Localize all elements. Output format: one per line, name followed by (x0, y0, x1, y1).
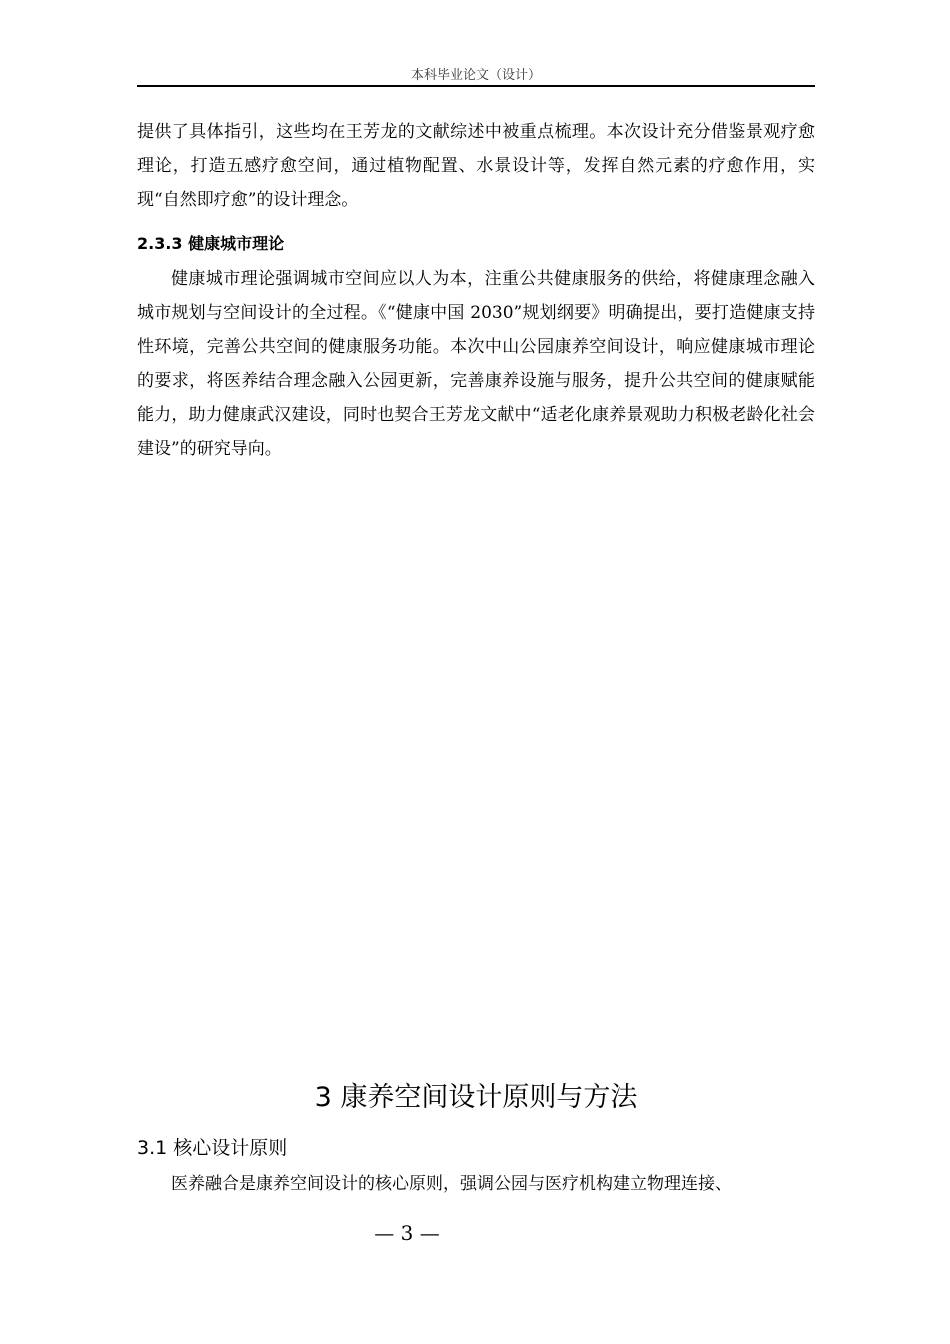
header-rule (137, 85, 815, 87)
paragraph-3-1-start: 医养融合是康养空间设计的核心原则，强调公园与医疗机构建立物理连接、 (171, 1174, 732, 1194)
section-heading-3-1: 3.1 核心设计原则 (137, 1137, 288, 1159)
subsection-heading-2-3-3: 2.3.3 健康城市理论 (137, 234, 285, 253)
chapter-heading-3: 3 康养空间设计原则与方法 (314, 1082, 638, 1113)
paragraph-continued: 提供了具体指引，这些均在王芳龙的文献综述中被重点梳理。本次设计充分借鉴景观疗愈理论，打造五感疗愈空间，通过植物配置、水景设计等，发挥自然元素的疗愈作用，实现“自然即疗愈”的设计理念。 (137, 122, 815, 210)
paragraph-healthy-city: 健康城市理论强调城市空间应以人为本，注重公共健康服务的供给，将健康理念融入城市规划与空间设计的全过程。《“健康中国 2030”规划纲要》明确提出，要打造健康支持性环境，完善公共空间的健康服务功能。本次中山公园康养空间设计，响应健康城市理论的要求，将医养结合理念融入公园更新，完善康养设施与服务，提升公共空间的健康赋能能力，助力健康武汉建设，同时也契合王芳龙文献中“适老化康养景观助力积极老龄化社会建设”的研究导向。 (137, 269, 815, 459)
running-header: 本科毕业论文（设计） (410, 68, 541, 83)
page-number: — 3 — (374, 1221, 440, 1245)
